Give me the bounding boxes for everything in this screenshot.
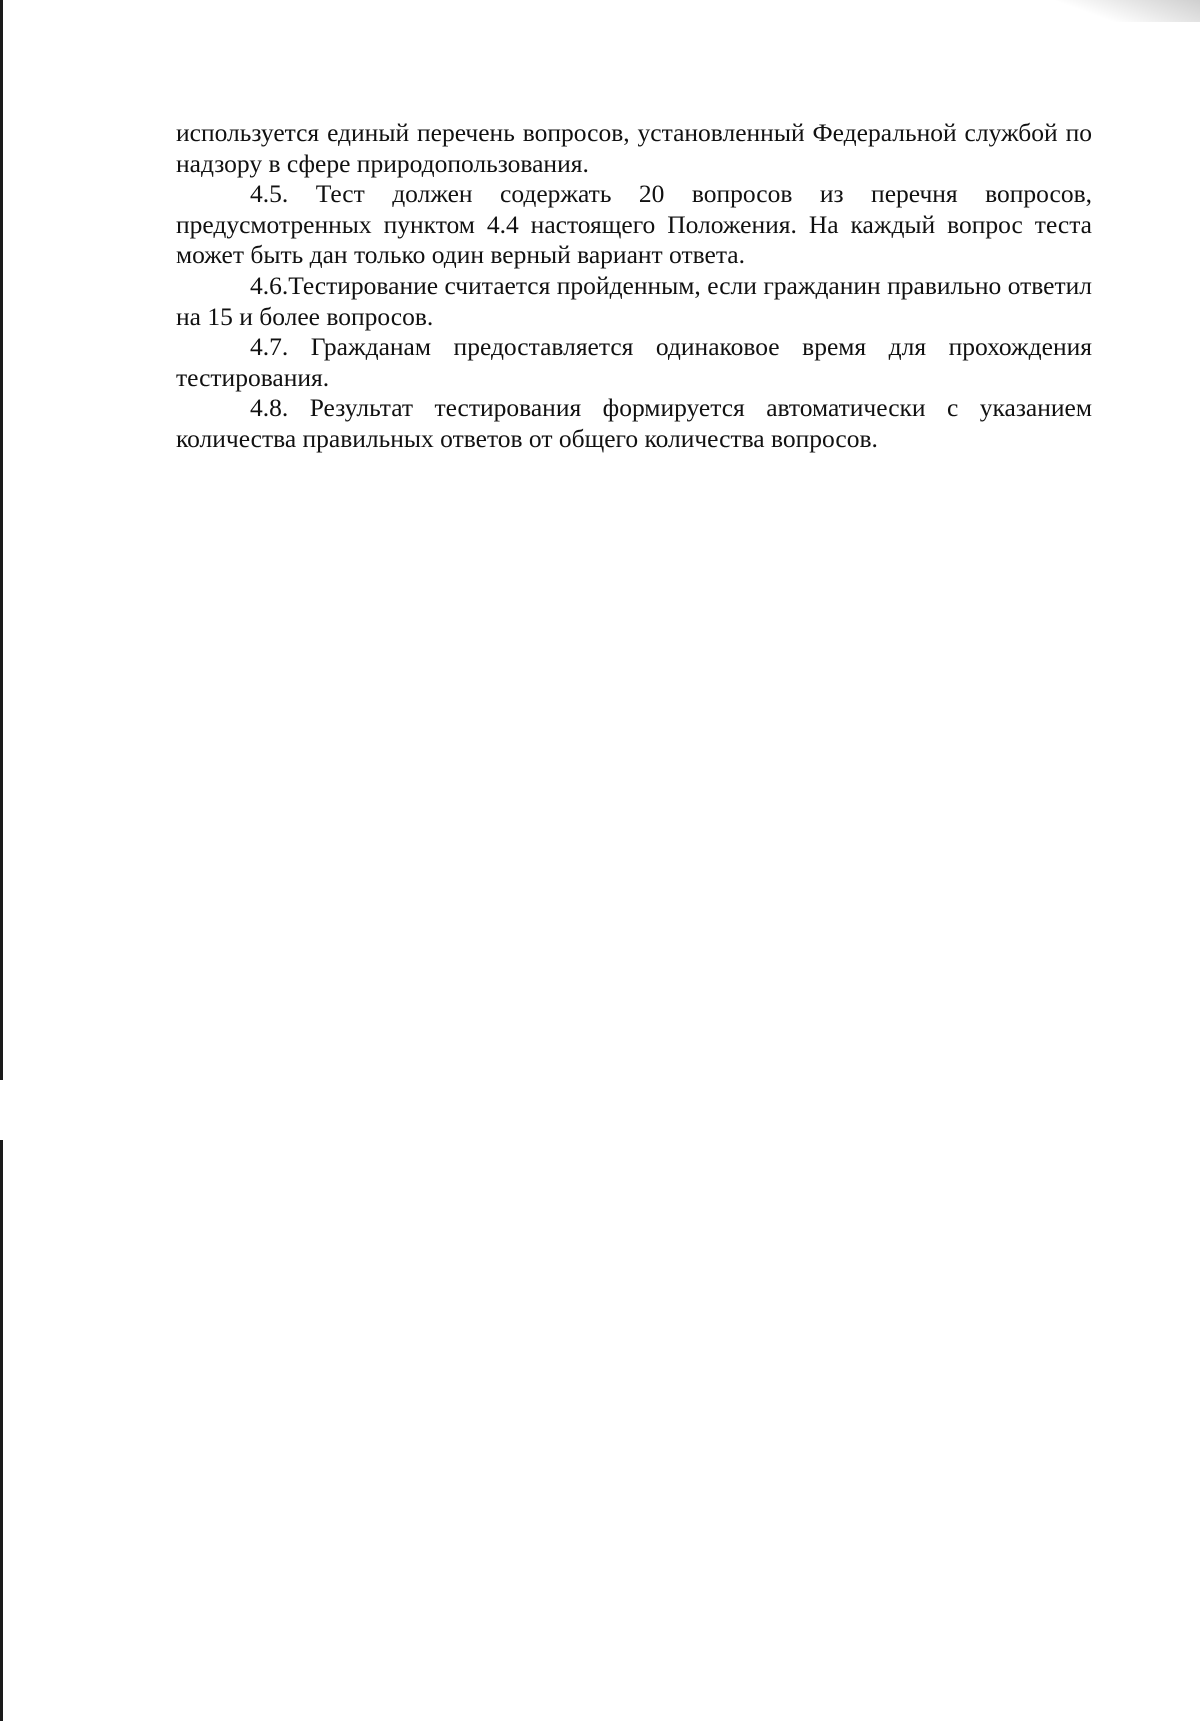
paragraph-4-6: 4.6.Тестирование считается пройденным, если гражданин правильно ответил на 15 и более вопросов.	[176, 270, 1092, 331]
document-body	[176, 118, 1092, 455]
scan-corner-shadow	[1050, 0, 1200, 22]
paragraph-4-8: 4.8. Результат тестирования формируется автоматически с указанием количества правильных ответов от общего количества вопросов.	[176, 393, 1092, 453]
scan-edge-gap	[0, 1080, 3, 1140]
paragraph-4-7: 4.7. Гражданам предоставляется одинаковое время для прохождения тестирования.	[176, 332, 1092, 392]
paragraph-4-5: 4.5. Тест должен содержать 20 вопросов из перечня вопросов, предусмотренных пунктом 4.4 настоящего Положения. На каждый вопрос теста может быть дан только один верный вариант ответа.	[176, 179, 1092, 270]
paragraph-continuation: используется единый перечень вопросов, установленный Федеральной службой по надзору в сфере природопользования.	[176, 118, 1092, 178]
scan-edge	[0, 0, 3, 1721]
